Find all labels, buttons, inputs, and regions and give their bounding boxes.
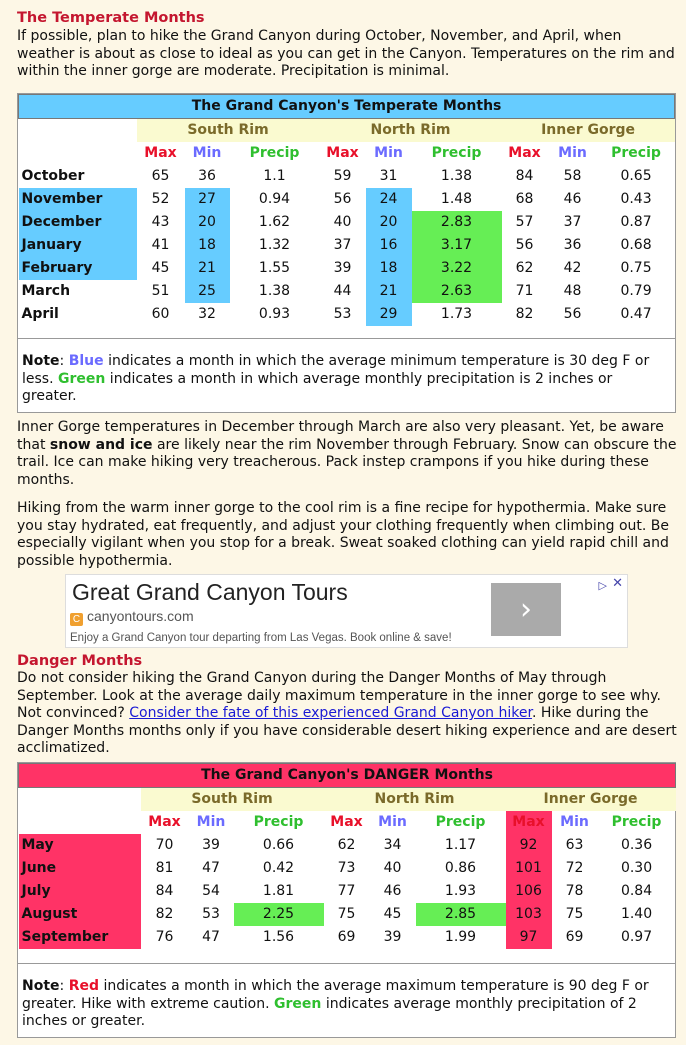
value-cell: 44 xyxy=(333,282,352,299)
note-text-1: indicates a month in which the average maximum temperature is 90 deg F or greater. Hike with extreme caution. xyxy=(22,978,649,1012)
value-cell: 1.56 xyxy=(262,928,295,945)
value-cell: 37 xyxy=(563,213,582,230)
note-blue: Blue xyxy=(68,353,104,369)
value-cell: 2.25 xyxy=(234,903,324,926)
value-cell: 41 xyxy=(151,236,170,253)
value-cell: 1.32 xyxy=(258,236,291,253)
value-cell: 101 xyxy=(506,857,552,880)
temperate-note: Note: Blue indicates a month in which the average minimum temperature is 30 deg F or less. Green indicates a month in which average monthly precipitation is 2 inches or greater. xyxy=(18,338,675,412)
danger-intro-a: Do not consider hiking the Grand Canyon during the Danger Months of May through September. Look at the average daily maximum temperature in the inner gorge to see why. Not convinced? xyxy=(17,670,661,721)
value-cell: 1.1 xyxy=(263,167,286,184)
value-cell: 2.83 xyxy=(412,211,502,234)
ad-url[interactable] xyxy=(70,608,194,626)
month-cell: February xyxy=(19,257,137,280)
value-cell: 3.22 xyxy=(412,257,502,280)
table-row xyxy=(19,880,676,903)
value-cell: 0.42 xyxy=(262,859,295,876)
subheader-precip: Precip xyxy=(249,144,300,161)
value-cell: 1.55 xyxy=(258,259,291,276)
note-label: Note xyxy=(22,353,60,369)
subheader-min: Min xyxy=(558,144,587,161)
value-cell: 76 xyxy=(155,928,174,945)
subheader-min: Min xyxy=(378,813,407,830)
table-row xyxy=(19,834,676,857)
value-cell: 1.48 xyxy=(440,190,473,207)
month-cell: July xyxy=(19,880,141,903)
value-cell: 39 xyxy=(202,836,220,853)
value-cell: 39 xyxy=(333,259,352,276)
value-cell: 60 xyxy=(151,305,170,322)
value-cell: 68 xyxy=(515,190,534,207)
note-label: Note xyxy=(22,978,60,994)
value-cell: 0.43 xyxy=(620,190,652,207)
value-cell: 1.38 xyxy=(440,167,473,184)
month-cell: April xyxy=(21,305,59,322)
value-cell: 82 xyxy=(515,305,534,322)
group-north-rim: North Rim xyxy=(324,788,506,812)
subheader-min: Min xyxy=(374,144,403,161)
value-cell: 62 xyxy=(515,259,534,276)
value-cell: 82 xyxy=(155,905,174,922)
table-row xyxy=(19,857,676,880)
value-cell: 1.81 xyxy=(262,882,295,899)
subheader-max: Max xyxy=(508,144,541,161)
ad-url-text: canyontours.com xyxy=(87,608,194,624)
subheader-min: Min xyxy=(560,813,589,830)
hypothermia-paragraph: Hiking from the warm inner gorge to the cool rim is a fine recipe for hypothermia. Make sure you stay hydrated, eat frequently, and adjust your clothing frequently when climbing out. Be especially vigilant when you stop for a break. Sweat soaked clothing can yield rapid chill and possible hypothermia. xyxy=(17,500,670,569)
value-cell: 70 xyxy=(155,836,174,853)
value-cell: 1.38 xyxy=(258,282,291,299)
value-cell: 103 xyxy=(506,903,552,926)
value-cell: 0.66 xyxy=(262,836,295,853)
para2-a: Inner Gorge temperatures in December through March are also very pleasant. Yet, be aware that xyxy=(17,419,664,453)
temperate-rows xyxy=(19,165,675,326)
subheader-precip: Precip xyxy=(611,144,661,161)
value-cell: 46 xyxy=(563,190,582,207)
month-cell: November xyxy=(19,188,137,211)
subheader-max: Max xyxy=(506,811,552,834)
subheader-precip: Precip xyxy=(431,144,482,161)
note-red: Red xyxy=(68,978,99,994)
ad-description: Enjoy a Grand Canyon tour departing from Las Vegas. Book online & save! xyxy=(70,632,452,644)
value-cell: 20 xyxy=(185,211,230,234)
value-cell: 16 xyxy=(366,234,412,257)
value-cell: 21 xyxy=(185,257,230,280)
danger-note: Note: Red indicates a month in which the average maximum temperature is 90 deg F or greater. Hike with extreme caution. Green indicates average monthly precipitation of 2 inches or greater. xyxy=(18,963,675,1037)
value-cell: 45 xyxy=(383,905,402,922)
value-cell: 0.65 xyxy=(620,167,652,184)
value-cell: 81 xyxy=(155,859,174,876)
value-cell: 36 xyxy=(563,236,582,253)
value-cell: 84 xyxy=(515,167,534,184)
value-cell: 21 xyxy=(366,280,412,303)
table-row xyxy=(19,926,676,949)
subheader-precip: Precip xyxy=(253,813,304,830)
value-cell: 75 xyxy=(565,905,584,922)
value-cell: 39 xyxy=(383,928,402,945)
value-cell: 75 xyxy=(337,905,356,922)
value-cell: 54 xyxy=(202,882,220,899)
value-cell: 65 xyxy=(151,167,170,184)
ad-close-icon[interactable]: ✕ xyxy=(612,576,623,591)
value-cell: 0.36 xyxy=(620,836,653,853)
value-cell: 1.17 xyxy=(444,836,477,853)
value-cell: 32 xyxy=(198,305,216,322)
table-row xyxy=(19,280,675,303)
value-cell: 92 xyxy=(506,834,552,857)
value-cell: 56 xyxy=(333,190,352,207)
value-cell: 1.40 xyxy=(620,905,653,922)
month-cell: September xyxy=(19,926,141,949)
value-cell: 51 xyxy=(151,282,170,299)
subheader-max: Max xyxy=(326,144,359,161)
month-cell: August xyxy=(19,903,141,926)
month-cell: May xyxy=(19,834,141,857)
ad-logo-icon: C xyxy=(70,613,83,626)
value-cell: 46 xyxy=(383,882,402,899)
value-cell: 1.62 xyxy=(258,213,291,230)
ad-info-icon[interactable]: ▷ xyxy=(598,579,607,592)
table-row xyxy=(19,165,675,188)
hiker-fate-link[interactable]: Consider the fate of this experienced Grand Canyon hiker xyxy=(129,705,532,721)
value-cell: 72 xyxy=(565,859,584,876)
danger-table xyxy=(18,763,676,949)
value-cell: 1.99 xyxy=(444,928,477,945)
value-cell: 3.17 xyxy=(412,234,502,257)
temperate-table-box xyxy=(17,93,676,413)
value-cell: 27 xyxy=(185,188,230,211)
value-cell: 25 xyxy=(185,280,230,303)
table-row xyxy=(19,903,676,926)
value-cell: 20 xyxy=(366,211,412,234)
danger-intro-b: . Hike during the Danger Months months only if you have considerable desert hiking experience and are desert acclimatized. xyxy=(17,705,677,756)
value-cell: 0.86 xyxy=(444,859,477,876)
value-cell: 43 xyxy=(151,213,170,230)
value-cell: 69 xyxy=(565,928,584,945)
value-cell: 2.63 xyxy=(412,280,502,303)
table-row xyxy=(19,211,675,234)
value-cell: 0.79 xyxy=(620,282,652,299)
subheader-min: Min xyxy=(196,813,226,830)
subheader-precip: Precip xyxy=(611,813,662,830)
month-cell: January xyxy=(19,234,137,257)
note-green: Green xyxy=(58,370,106,387)
value-cell: 53 xyxy=(202,905,220,922)
value-cell: 69 xyxy=(337,928,356,945)
value-cell: 97 xyxy=(506,926,552,949)
subheader-precip: Precip xyxy=(435,813,486,830)
subheader-max: Max xyxy=(330,813,363,830)
value-cell: 0.94 xyxy=(258,190,291,207)
value-cell: 42 xyxy=(563,259,582,276)
month-cell: June xyxy=(19,857,141,880)
value-cell: 0.93 xyxy=(258,305,291,322)
para2-bold: snow and ice xyxy=(49,436,153,453)
value-cell: 47 xyxy=(202,928,220,945)
subheader-row xyxy=(19,811,676,834)
value-cell: 0.97 xyxy=(620,928,653,945)
value-cell: 71 xyxy=(515,282,534,299)
value-cell: 0.68 xyxy=(620,236,652,253)
value-cell: 34 xyxy=(383,836,402,853)
value-cell: 58 xyxy=(563,167,582,184)
value-cell: 29 xyxy=(366,303,412,326)
group-north-rim: North Rim xyxy=(320,119,502,143)
value-cell: 56 xyxy=(515,236,534,253)
month-cell: October xyxy=(21,167,85,184)
ad-title[interactable]: Great Grand Canyon Tours xyxy=(72,579,348,605)
ad-banner[interactable] xyxy=(65,574,628,648)
temperate-table xyxy=(18,94,675,326)
month-cell: December xyxy=(19,211,137,234)
value-cell: 77 xyxy=(337,882,356,899)
value-cell: 53 xyxy=(333,305,352,322)
value-cell: 37 xyxy=(333,236,352,253)
para2-c: are likely near the rim November through February. Snow can obscure the trail. Ice can make hiking very treacherous. Pack instep crampons if you hike during these months. xyxy=(17,436,677,488)
value-cell: 73 xyxy=(337,859,356,876)
value-cell: 40 xyxy=(383,859,402,876)
danger-table-box xyxy=(17,762,676,1038)
value-cell: 106 xyxy=(506,880,552,903)
value-cell: 57 xyxy=(515,213,534,230)
value-cell: 62 xyxy=(337,836,356,853)
value-cell: 56 xyxy=(563,305,582,322)
value-cell: 48 xyxy=(563,282,582,299)
value-cell: 0.84 xyxy=(620,882,653,899)
subheader-max: Max xyxy=(144,144,177,161)
group-south-rim: South Rim xyxy=(141,788,324,812)
value-cell: 0.47 xyxy=(620,305,652,322)
table-row xyxy=(19,303,675,326)
danger-table-title: The Grand Canyon's DANGER Months xyxy=(19,764,676,788)
group-inner-gorge: Inner Gorge xyxy=(506,788,676,812)
value-cell: 18 xyxy=(366,257,412,280)
month-cell: March xyxy=(21,282,71,299)
group-south-rim: South Rim xyxy=(137,119,320,143)
table-row xyxy=(19,188,675,211)
value-cell: 24 xyxy=(366,188,412,211)
value-cell: 63 xyxy=(565,836,584,853)
table-row xyxy=(19,257,675,280)
subheader-row xyxy=(19,142,675,165)
group-inner-gorge: Inner Gorge xyxy=(502,119,675,143)
value-cell: 1.93 xyxy=(444,882,477,899)
value-cell: 0.75 xyxy=(620,259,652,276)
table-row xyxy=(19,234,675,257)
temperate-heading: The Temperate Months xyxy=(17,10,205,26)
value-cell: 2.85 xyxy=(416,903,506,926)
temperate-table-title: The Grand Canyon's Temperate Months xyxy=(19,95,675,119)
value-cell: 84 xyxy=(155,882,174,899)
temperate-intro: If possible, plan to hike the Grand Canyon during October, November, and April, when weather is about as close to ideal as you can get in the Canyon. Temperatures on the rim and within the inner gorge are moderate. Precipitation is minimal. xyxy=(17,28,675,79)
subheader-max: Max xyxy=(148,813,181,830)
note-text-2: indicates a month in which average monthly precipitation is 2 inches or greater. xyxy=(22,370,613,404)
value-cell: 36 xyxy=(198,167,216,184)
value-cell: 47 xyxy=(202,859,220,876)
danger-intro xyxy=(17,670,677,758)
value-cell: 78 xyxy=(565,882,584,899)
ad-arrow-button[interactable]: › xyxy=(491,583,561,636)
value-cell: 18 xyxy=(185,234,230,257)
note-text-2: indicates average monthly precipitation of 2 inches or greater. xyxy=(22,995,637,1029)
value-cell: 0.30 xyxy=(620,859,653,876)
note-green: Green xyxy=(274,995,322,1012)
value-cell: 1.73 xyxy=(440,305,473,322)
value-cell: 45 xyxy=(151,259,170,276)
value-cell: 59 xyxy=(333,167,352,184)
subheader-min: Min xyxy=(192,144,222,161)
value-cell: 52 xyxy=(151,190,170,207)
snow-ice-paragraph xyxy=(17,419,677,489)
danger-rows xyxy=(19,834,676,949)
value-cell: 0.87 xyxy=(620,213,652,230)
value-cell: 40 xyxy=(333,213,352,230)
danger-heading: Danger Months xyxy=(17,653,143,669)
value-cell: 31 xyxy=(379,167,398,184)
note-text-1: indicates a month in which the average minimum temperature is 30 deg F or less. xyxy=(22,353,650,387)
